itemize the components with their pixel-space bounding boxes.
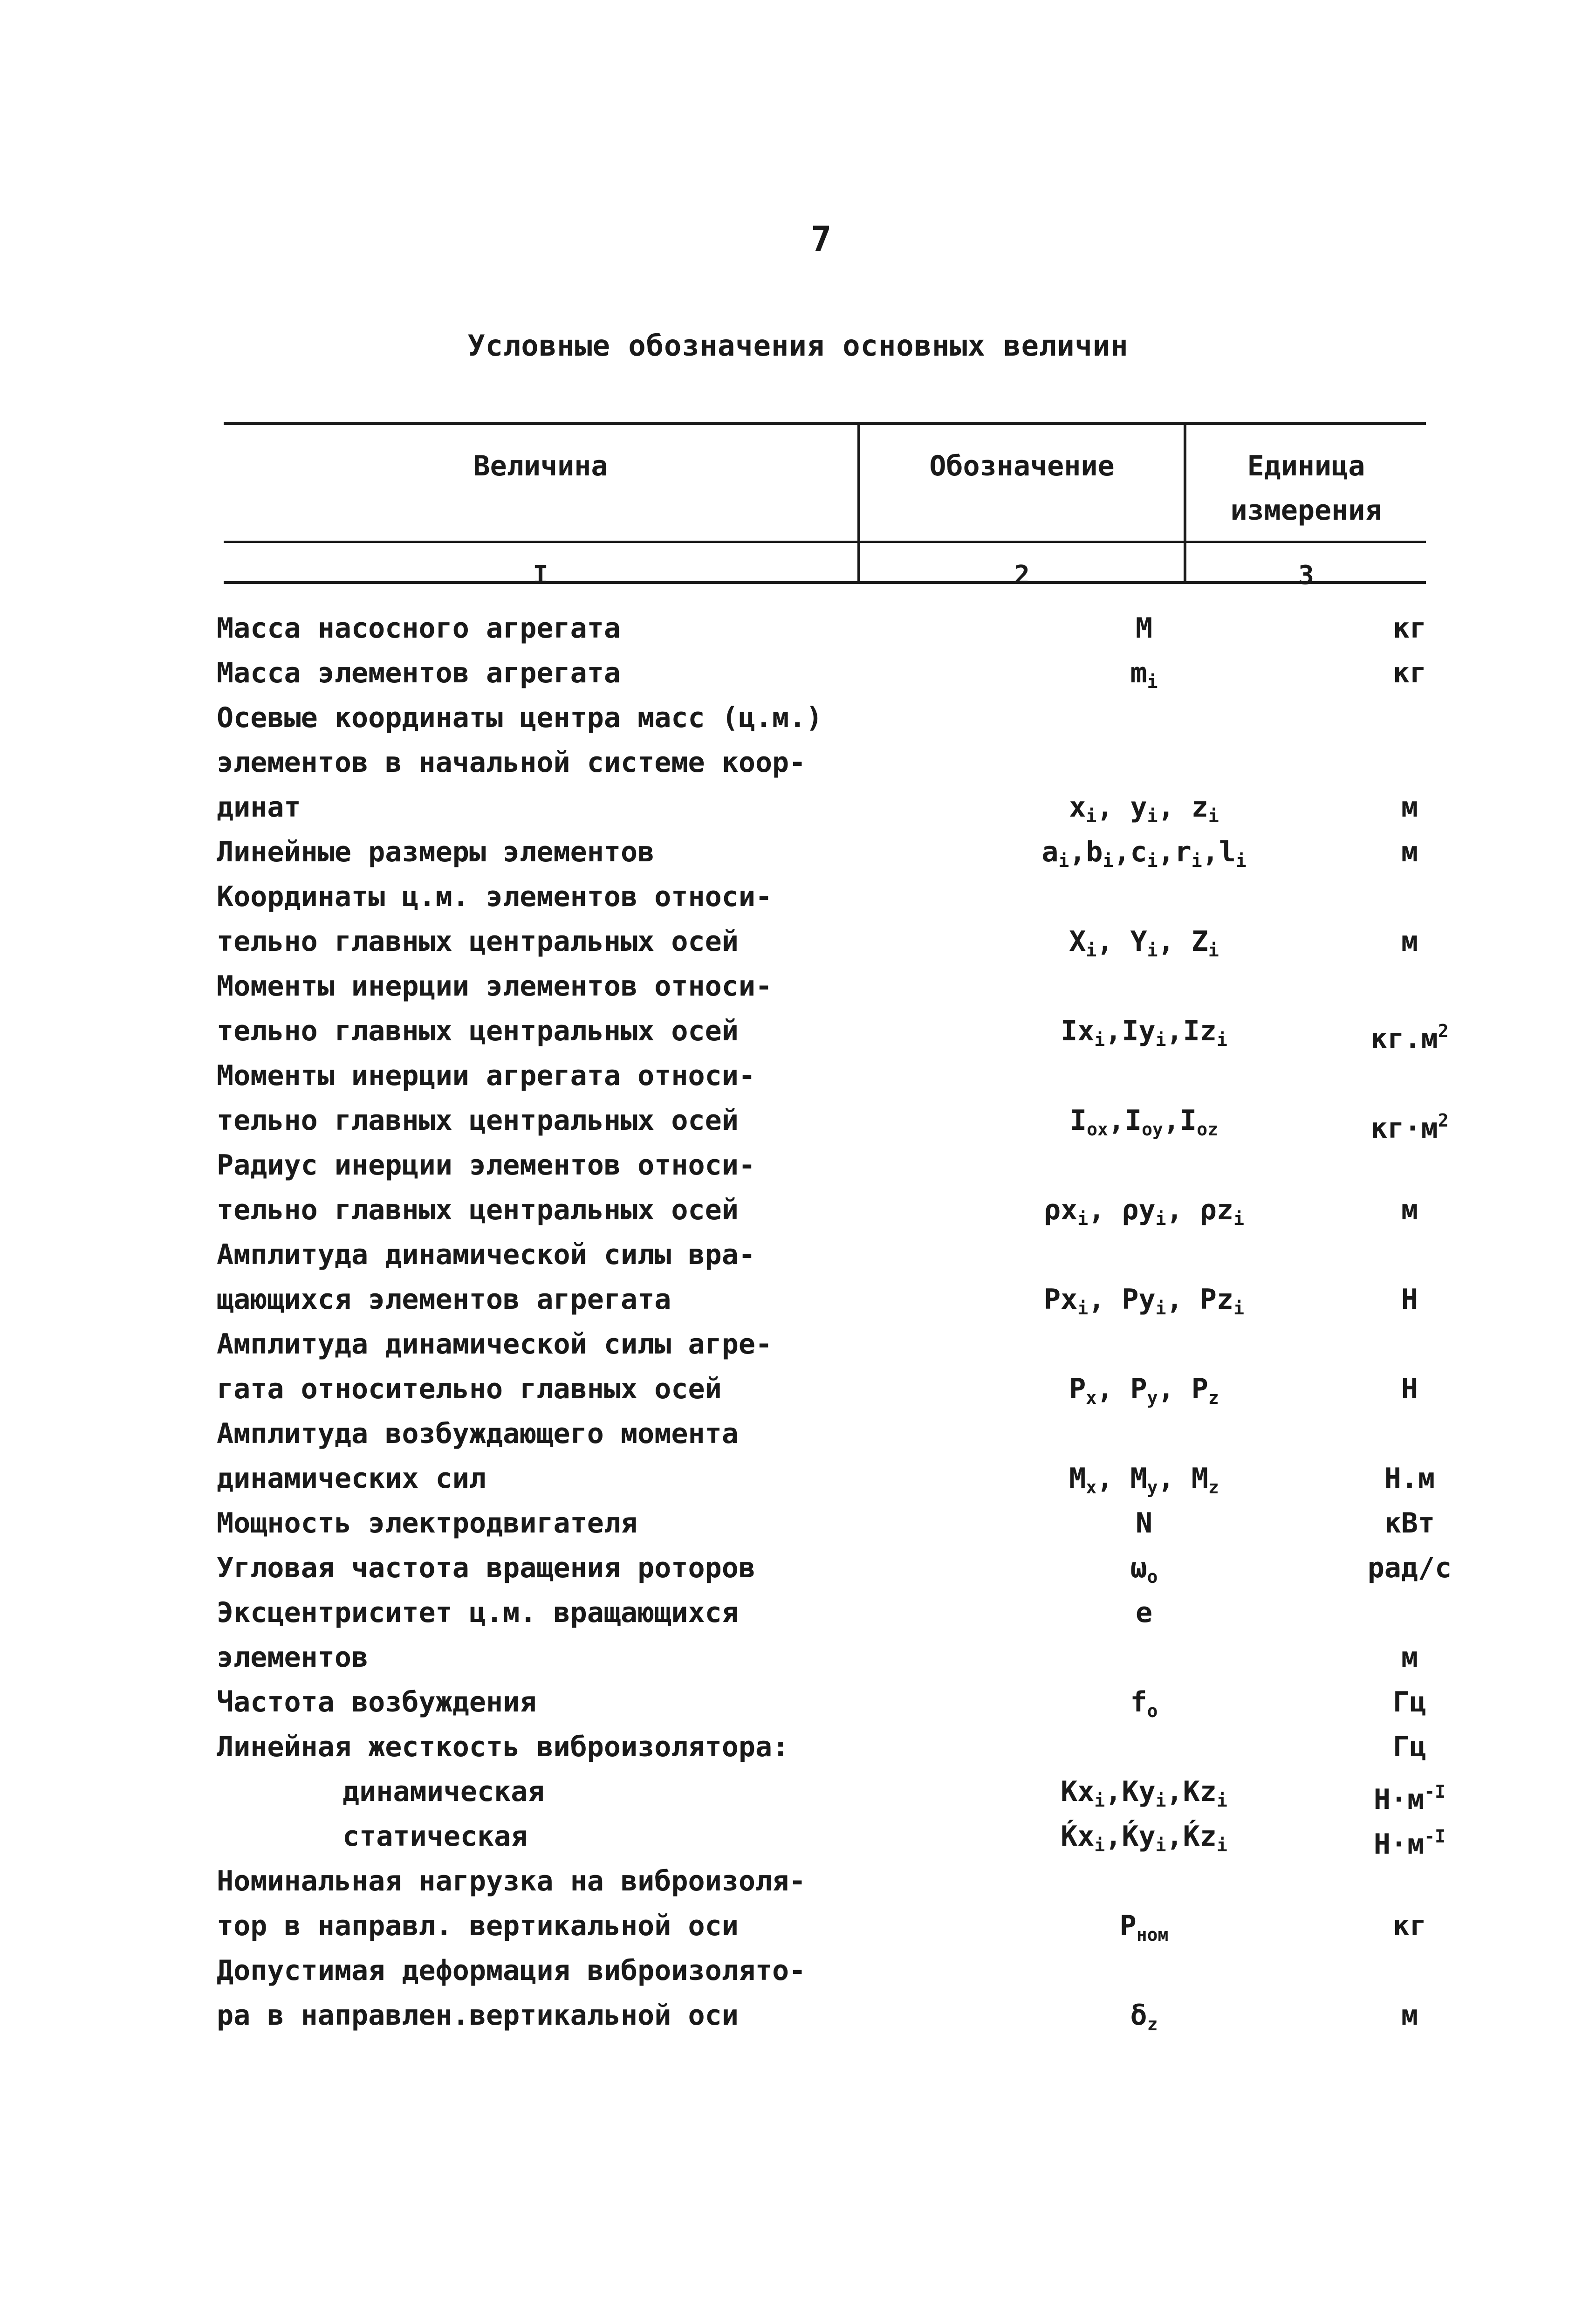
table-row [217,1725,1428,1769]
quantity-text: статическая [342,1820,528,1853]
quantity-text: Угловая частота вращения роторов [217,1552,755,1584]
page-title: Условные обозначения основных величин [467,329,1129,363]
unit-superscript: -I [1424,1781,1446,1802]
symbol-subscript: i [1235,851,1247,871]
quantity-text: элементов [217,1641,369,1674]
table-row [217,1904,1428,1948]
quantity-text: Моменты инерции агрегата относи- [217,1059,755,1092]
symbol-subscript: o [1147,1567,1158,1587]
unit: $кг\cdot м^2$ [1370,1110,1449,1145]
symbol-subscript: i [1233,1209,1244,1229]
unit-superscript: 2 [1438,1021,1449,1041]
table-row [217,1546,1452,1590]
table-top-rule [224,422,1426,425]
table-row [217,1322,1428,1367]
quantity-text: динамическая [342,1775,545,1808]
symbol-subscript: i [1094,1790,1105,1811]
table-header [224,422,1426,599]
symbol-subscript: i [1147,806,1158,826]
unit: м [1401,1194,1418,1226]
symbol: e [1135,1596,1153,1629]
unit: $Н\cdot м^{-I}$ [1373,1826,1446,1861]
table-row [217,1859,1428,1904]
symbol-subscript: i [1147,851,1158,871]
unit: Н [1401,1373,1418,1405]
symbol-subscript: ном [1136,1924,1169,1945]
symbol-subscript: i [1155,1790,1166,1811]
table-row [217,874,1428,919]
table-row [217,1456,1435,1501]
symbol-subscript: i [1077,1209,1089,1229]
page-number: 7 [811,219,832,259]
symbol-subscript: i [1208,806,1219,826]
quantity-text: Радиус инерции элементов относи- [217,1149,755,1182]
quantity-text: гата относительно главных осей [217,1373,722,1405]
table-row [217,695,1428,740]
unit: Н [1401,1283,1418,1316]
quantity-text: Мощность электродвигателя [217,1507,638,1539]
symbol-subscript: oy [1142,1119,1163,1140]
table-row [217,1635,1428,1680]
symbol: $P_x$, $P_y$, $P_z$ [1069,1373,1219,1408]
unit: $Н\cdot м^{-I}$ [1373,1781,1446,1816]
column-number-3: 3 [1298,560,1314,591]
symbol-subscript: ox [1087,1119,1108,1140]
quantity-text: Амплитуда возбуждающего момента [217,1417,739,1450]
unit: Гц [1392,1686,1427,1718]
symbol-subscript: o [1147,1701,1158,1721]
table-row [217,1948,1428,1993]
symbol-subscript: x [1086,1477,1097,1498]
quantity-text: тельно главных центральных осей [217,925,739,958]
quantity-text: Линейные размеры элементов [217,836,655,868]
symbol-subscript: i [1233,1298,1244,1319]
header-quantity: Величина [473,450,608,482]
quantity-text: Осевые координаты центра масс (ц.м.) [217,701,823,734]
header-mid-rule [224,541,1426,543]
table-row [217,919,1428,964]
symbol-subscript: i [1094,1030,1105,1050]
table-row [217,606,1428,651]
unit: кВт [1384,1507,1435,1539]
header-unit-line1: Единица [1247,450,1365,482]
table-row [217,830,1428,874]
quantity-text: Амплитуда динамической силы вра- [217,1238,755,1271]
unit: м [1401,791,1418,824]
quantity-text: Линейная жесткость виброизолятора: [217,1731,789,1763]
table-row [217,1411,1428,1456]
table-row [217,1053,1428,1098]
quantity-text: Координаты ц.м. элементов относи- [217,880,773,913]
table-row [217,1680,1428,1725]
quantity-text: Масса насосного агрегата [217,612,621,645]
symbol-subscript: i [1216,1835,1227,1856]
symbol: M [1135,612,1153,645]
quantity-text: тельно главных центральных осей [217,1104,739,1137]
table-row [217,1188,1428,1232]
unit: Н.м [1384,1462,1435,1495]
symbol: $M_x$, $M_y$, $M_z$ [1069,1462,1219,1498]
symbol-subscript: i [1216,1030,1227,1050]
symbol: $m_i$ [1130,657,1158,692]
symbol-subscript: i [1094,1835,1105,1856]
table-row [217,1769,1446,1816]
symbol-subscript: z [1208,1388,1219,1408]
table-row [217,1143,1428,1188]
unit: м [1401,836,1418,868]
table-row [217,740,1428,785]
symbol-subscript: i [1086,806,1097,826]
symbol: $a_i,b_i,c_i,r_i,l_i$ [1041,836,1247,871]
symbol: $\delta_z$ [1130,1999,1158,2034]
symbol: $x_i$, $y_i$, $z_i$ [1069,791,1219,826]
unit: рад/с [1367,1552,1452,1584]
unit: м [1401,925,1418,958]
table-row [217,1232,1428,1277]
quantity-text: щающихся элементов агрегата [217,1283,671,1316]
symbol-subscript: i [1086,940,1097,961]
symbol-subscript: i [1103,851,1114,871]
column-number-1: I [533,560,548,591]
unit: кг [1392,612,1427,645]
unit-superscript: 2 [1438,1110,1449,1131]
symbol-subscript: y [1147,1477,1158,1498]
symbol-subscript: i [1216,1790,1227,1811]
symbol: $Px_i$, $Py_i$, $Pz_i$ [1044,1283,1244,1319]
symbol-subscript: i [1155,1030,1166,1050]
unit: м [1401,1999,1418,2032]
table-row [217,1501,1435,1546]
table-row [217,1814,1446,1861]
symbol-subscript: i [1191,851,1202,871]
symbol-subscript: i [1155,1209,1166,1229]
quantity-text: тельно главных центральных осей [217,1015,739,1047]
unit-superscript: -I [1424,1826,1446,1847]
symbol-subscript: i [1147,940,1158,961]
quantity-text: Частота возбуждения [217,1686,537,1718]
unit: кг [1392,1910,1427,1942]
quantity-text: элементов в начальной системе коор- [217,746,806,779]
symbol-subscript: z [1208,1477,1219,1498]
header-symbol: Обозначение [929,450,1115,482]
symbol: $X_i$, $Y_i$, $Z_i$ [1069,925,1219,961]
table-row [217,1098,1449,1145]
quantity-text: Амплитуда динамической силы агре- [217,1328,773,1361]
symbol-subscript: i [1147,672,1158,692]
quantity-text: динамических сил [217,1462,486,1495]
table-row [217,1367,1428,1411]
symbol: $P_{ном}$ [1119,1910,1169,1945]
symbol: $Ix_i,Iy_i,Iz_i$ [1061,1015,1227,1050]
symbol-subscript: i [1208,940,1219,961]
symbol-subscript: i [1058,851,1069,871]
table-row [217,1277,1428,1322]
unit: $кг.м^2$ [1370,1021,1449,1055]
table-row [217,651,1428,695]
symbol-subscript: oz [1197,1119,1218,1140]
table-row [217,1009,1449,1055]
symbol: Ḱx$_i$,Ḱy$_i$,Ḱz$_i$ [1061,1820,1227,1856]
table-row [217,1590,1428,1635]
table-row [217,964,1428,1009]
quantity-text: тельно главных центральных осей [217,1194,739,1226]
symbol-subscript: z [1147,2014,1158,2034]
symbol-subscript: x [1086,1388,1097,1408]
symbol: $I_{ox},I_{oy},I_{oz}$ [1070,1104,1218,1140]
symbol: $f_o$ [1130,1686,1158,1721]
quantity-text: Номинальная нагрузка на виброизоля- [217,1865,806,1897]
symbol: $\rho x_i$, $\rho y_i$, $\rho z_i$ [1044,1194,1244,1229]
column-number-2: 2 [1014,560,1030,591]
symbol-subscript: y [1147,1388,1158,1408]
quantity-text: Моменты инерции элементов относи- [217,970,773,1003]
symbol-subscript: i [1077,1298,1089,1319]
quantity-text: тор в направл. вертикальной оси [217,1910,739,1942]
header-unit-line2: измерения [1230,494,1382,527]
quantity-text: Масса элементов агрегата [217,657,621,689]
quantity-text: Эксцентриситет ц.м. вращающихся [217,1596,739,1629]
symbol: N [1135,1507,1153,1539]
unit: Гц [1392,1731,1427,1763]
table-row [217,1993,1428,2038]
symbol: $Kx_i,Ky_i,Kz_i$ [1061,1775,1227,1811]
quantity-text: ра в направлен.вертикальной оси [217,1999,739,2032]
quantity-text: Допустимая деформация виброизолято- [217,1954,806,1987]
unit: м [1401,1641,1418,1674]
unit: кг [1392,657,1427,689]
quantity-text: динат [217,791,301,824]
symbol-subscript: i [1155,1298,1166,1319]
symbol: $\omega_o$ [1130,1552,1158,1587]
table-row [217,785,1428,830]
symbol-subscript: i [1155,1835,1166,1856]
